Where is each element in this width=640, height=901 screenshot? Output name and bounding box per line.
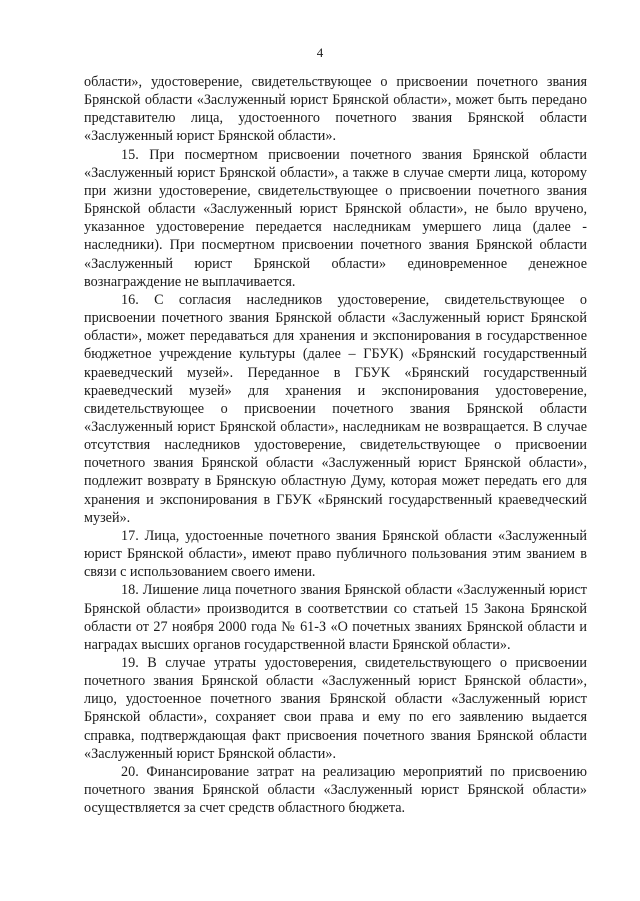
document-body — [84, 73, 587, 817]
paragraph-17: 17. Лица, удостоенные почетного звания Брянской области «Заслуженный юрист Брянской области», имеют право публичного пользования этим званием в связи с использованием своего имени. — [84, 527, 587, 581]
page-number: 4 — [316, 45, 324, 60]
paragraph-18: 18. Лишение лица почетного звания Брянской области «Заслуженный юрист Брянской области» производится в соответствии со статьей 15 Закона Брянской области от 27 ноября 2000 года № 61-З «О почетных званиях Брянской области и наградах высших органов государственной власти Брянской области». — [84, 582, 587, 653]
paragraph-19: 19. В случае утраты удостоверения, свидетельствующего о присвоении почетного звания Брянской области «Заслуженный юрист Брянской области», лицо, удостоенное почетного звания Брянской области «Заслуженный юрист Брянской области», сохраняет свои права и ему по его заявлению выдается справка, подтверждающая факт присвоения почетного звания Брянской области «Заслуженный юрист Брянской области». — [84, 655, 587, 762]
paragraph-16: 16. С согласия наследников удостоверение, свидетельствующее о присвоении почетного звания Брянской области «Заслуженный юрист Брянской области», может передаваться для хранения и экспонирования в государственное бюджетное учреждение культуры (далее – ГБУК) «Брянский государственный краеведческий музей». Переданное в ГБУК «Брянский государственный краеведческий музей» для хранения и экспонирования удостоверение, свидетельствующее о присвоении почетного звания Брянской области «Заслуженный юрист Брянской области», наследникам не возвращается. В случае отсутствия наследников удостоверение, свидетельствующее о присвоении почетного звания Брянской области «Заслуженный юрист Брянской области», подлежит возврату в Брянскую областную Думу, которая может передать его для хранения и экспонирования в ГБУК «Брянский государственный краеведческий музей». — [84, 291, 587, 526]
paragraph-continuation: области», удостоверение, свидетельствующее о присвоении почетного звания Брянской области «Заслуженный юрист Брянской области», может быть передано представителю лица, удостоенного почетного звания Брянской области «Заслуженный юрист Брянской области». — [84, 74, 587, 145]
paragraph-20: 20. Финансирование затрат на реализацию мероприятий по присвоению почетного звания Брянской области «Заслуженный юрист Брянской области» осуществляется за счет средств областного бюджета. — [84, 763, 587, 817]
paragraph-15: 15. При посмертном присвоении почетного звания Брянской области «Заслуженный юрист Брянской области», а также в случае смерти лица, которому при жизни удостоверение, свидетельствующее о присвоении почетного звания Брянской области «Заслуженный юрист Брянской области», не было вручено, указанное удостоверение передается наследникам умершего лица (далее - наследники). При посмертном присвоении почетного звания Брянской области «Заслуженный юрист Брянской области» единовременное денежное вознаграждение не выплачивается. — [84, 146, 587, 290]
